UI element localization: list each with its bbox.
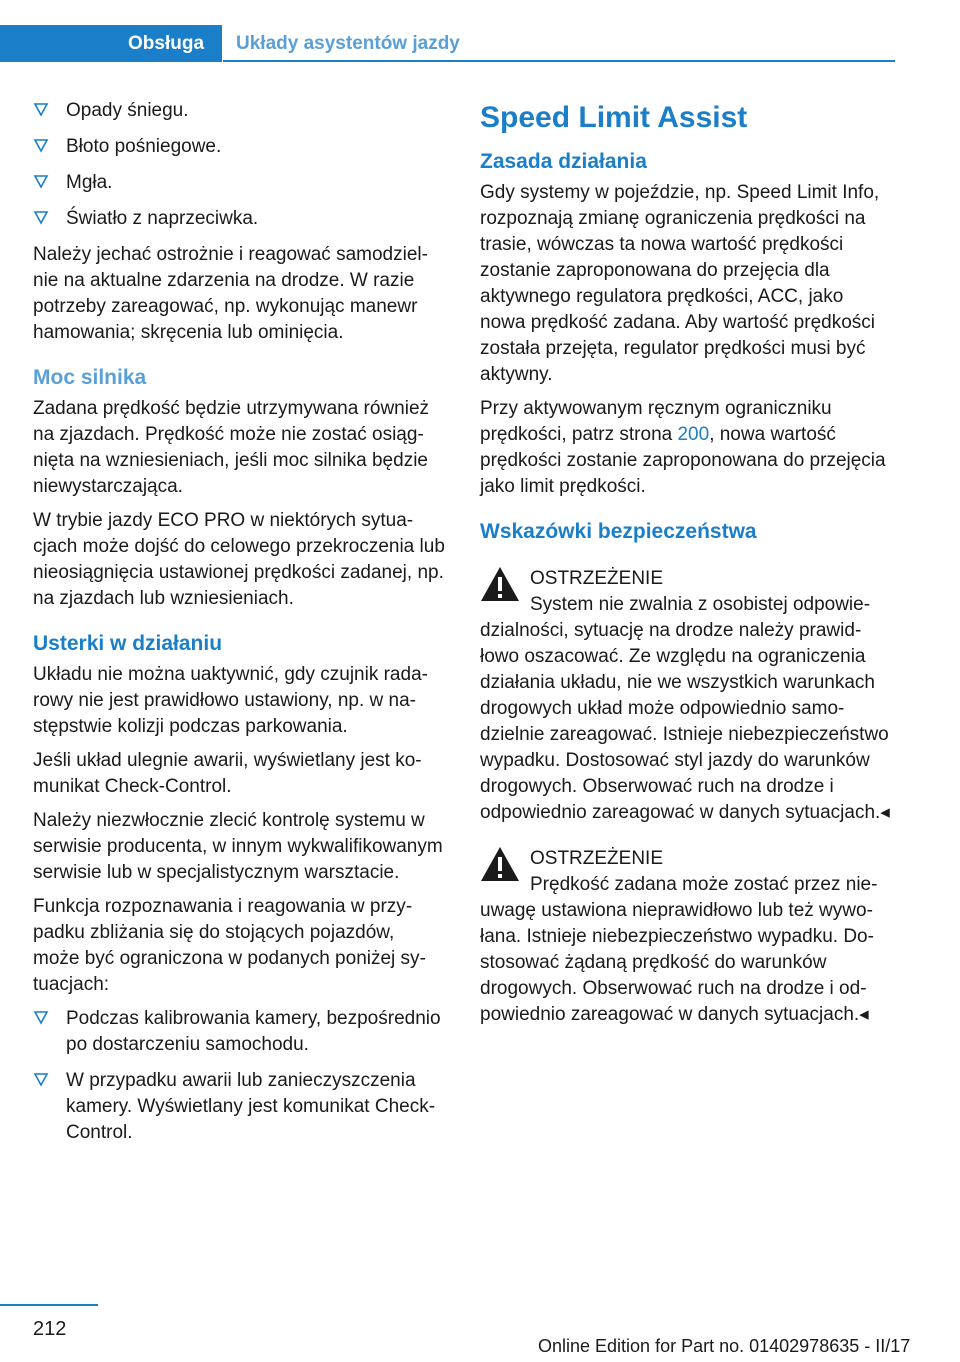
- warning-title: OSTRZEŻENIE: [530, 848, 664, 869]
- warning-triangle-icon: [480, 846, 520, 882]
- warning-body: [480, 592, 892, 826]
- warning-body: [480, 872, 892, 1028]
- tab-uklady-asystentow[interactable]: Układy asystentów jazdy: [236, 32, 460, 54]
- triangle-bullet-icon: [33, 137, 49, 155]
- edition-note: Online Edition for Part no. 01402978635 - II/17: [538, 1336, 911, 1356]
- paragraph-usterki-4: Funkcja rozpoznawania i reagowania w przypadku zbliżania się do stojących pojazdów, może być ograniczona w podanych poniżej sytuacjach:: [33, 896, 426, 995]
- triangle-bullet-icon: [33, 1009, 49, 1027]
- bullet-item: [33, 170, 445, 196]
- heading-moc-silnika: Moc silnika: [33, 366, 147, 389]
- bullet-text: W przypadku awarii lub zanieczyszczenia kamery. Wyświetlany jest komunikat Check-Control.: [66, 1070, 436, 1143]
- chapter-header: [0, 25, 895, 62]
- bullet-item: [33, 1068, 445, 1146]
- paragraph-caution: Należy jechać ostrożnie i reagować samodzielnie na aktualne zdarzenia na drodze. W razie potrzeby zareagować, np. wykonując manewr hamowania; skręcenia lub ominięcia.: [33, 244, 428, 343]
- page-number: 212: [33, 1318, 67, 1340]
- warning-body-text: System nie zwalnia z osobistej odpowiedzialności, sytuację na drodze należy prawidłowo oszacować. Ze względu na ograniczenia działania układu, nie we wszystkich warunkach drogowych układ może odpowiednio samodzielnie zareagować. Istnieje niebezpieczeństwo wypadku. Dostosować styl jazdy do warunków drogowych. Obserwować ruch na drodze i odpowiednio zareagować w danych sytuacjach.◂: [480, 594, 890, 823]
- paragraph-zasada-2: [480, 396, 892, 500]
- bullet-text: Światło z naprzeciwka.: [66, 208, 259, 229]
- heading-zasada: Zasada działania: [480, 150, 647, 173]
- right-column: [480, 98, 892, 1036]
- triangle-bullet-icon: [33, 173, 49, 191]
- bullet-text: Błoto pośniegowe.: [66, 136, 222, 157]
- bullet-item: [33, 1006, 445, 1058]
- header-rule: [223, 60, 895, 62]
- page-link-200[interactable]: 200: [677, 424, 710, 445]
- paragraph-usterki-3: Należy niezwłocznie zlecić kontrolę systemu w serwisie producenta, w innym wykwalifikowanym serwisie lub w specjalistycznym warsztacie.: [33, 810, 443, 883]
- left-column: [33, 98, 445, 1156]
- footer-rule: [0, 1304, 98, 1306]
- tab-obsluga[interactable]: Obsługa: [0, 25, 222, 62]
- warning-box-1: [480, 566, 892, 826]
- bullet-text: Mgła.: [66, 172, 113, 193]
- warning-body-text: Prędkość zadana może zostać przez nieuwagę ustawiona nieprawidłowo lub też wywołana. Istnieje niebezpieczeństwo wypadku. Dostosować żądaną prędkość do warunków drogowych. Obserwować ruch na drodze i odpowiednio zareagować w danych sytuacjach.◂: [480, 874, 878, 1025]
- bullet-item: [33, 98, 445, 124]
- triangle-bullet-icon: [33, 1071, 49, 1089]
- warning-title: OSTRZEŻENIE: [530, 568, 664, 589]
- warning-box-2: [480, 846, 892, 1028]
- heading-wskazowki: Wskazówki bezpieczeństwa: [480, 520, 757, 543]
- paragraph-zasada-1: Gdy systemy w pojeździe, np. Speed Limit Info, rozpoznają zmianę ograniczenia prędkości na trasie, wówczas ta nowa wartość prędkości zostanie zaproponowana do przejęcia dla aktywnego regulatora prędkości, ACC, jako nowa prędkość zadana. Aby wartość prędkości została przejęta, regulator prędkości musi być aktywny.: [480, 182, 880, 385]
- paragraph-zasada-2-a: Przy aktywowanym ręcznym ograniczniku prędkości, patrz strona: [480, 398, 832, 445]
- paragraph-usterki-1: Układu nie można uaktywnić, gdy czujnik radarowy nie jest prawidłowo ustawiony, np. w następstwie kolizji podczas parkowania.: [33, 664, 428, 737]
- bullet-item: [33, 206, 445, 232]
- bullet-text: Podczas kalibrowania kamery, bezpośrednio po dostarczeniu samochodu.: [66, 1008, 441, 1055]
- paragraph-usterki-2: Jeśli układ ulegnie awarii, wyświetlany jest komunikat Check-Control.: [33, 750, 422, 797]
- triangle-bullet-icon: [33, 209, 49, 227]
- paragraph-moc-2: W trybie jazdy ECO PRO w niektórych sytuacjach może dojść do celowego przekroczenia lub nieosiągnięcia ustawionej prędkości zadanej, np. na zjazdach lub wzniesieniach.: [33, 510, 445, 609]
- warning-triangle-icon: [480, 566, 520, 602]
- section-title: Speed Limit Assist: [480, 101, 748, 134]
- bullet-list-conditions: [33, 98, 445, 232]
- heading-usterki: Usterki w działaniu: [33, 632, 223, 655]
- bullet-text: Opady śniegu.: [66, 100, 189, 121]
- bullet-item: [33, 134, 445, 160]
- triangle-bullet-icon: [33, 101, 49, 119]
- paragraph-moc-1: Zadana prędkość będzie utrzymywana również na zjazdach. Prędkość może nie zostać osiągnięta na wzniesieniach, jeśli moc silnika będzie niewystarczająca.: [33, 398, 430, 497]
- bullet-list-limitations: [33, 1006, 445, 1146]
- paragraph-zasada-2-b: , nowa wartość prędkości zostanie zaproponowana do przejęcia jako limit prędkości.: [480, 424, 886, 497]
